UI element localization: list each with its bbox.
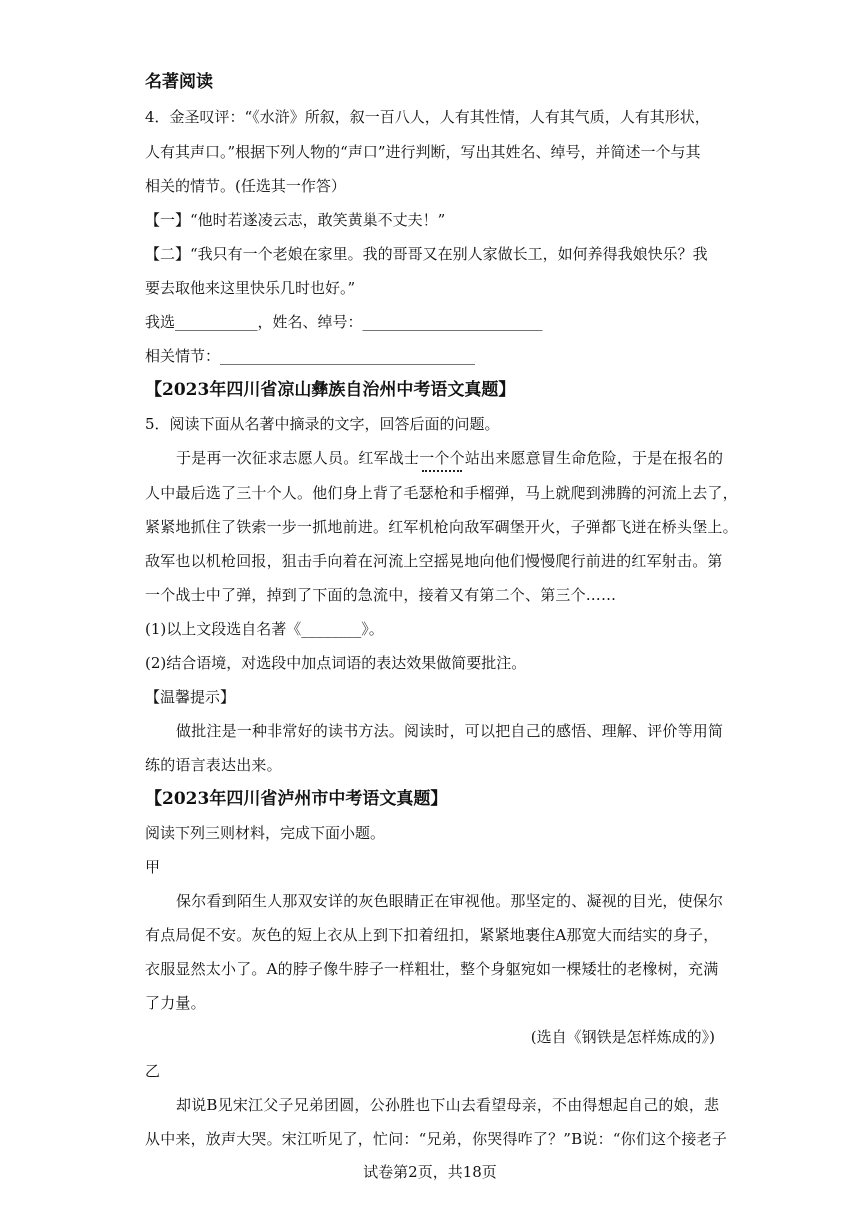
- section-title-classics-reading: 名著阅读: [145, 72, 213, 92]
- passage-line-4: 敌军也以机枪回报，狙击手向着在河流上空摇晃地向他们慢慢爬行前进的红军射击。第: [145, 552, 723, 570]
- section-title-luzhou-2023: 【2023年四川省泸州市中考语文真题】: [145, 789, 448, 809]
- question-4-line-3: 相关的情节。(任选其一作答）: [145, 177, 346, 195]
- material-jia-label: 甲: [145, 858, 161, 876]
- passage-line-5: 一个战士中了弹，掉到了下面的急流中，接着又有第二个、第三个……: [145, 586, 617, 604]
- passage-line-1-part-b: 站出来愿意冒生命危险，于是在报名的: [464, 449, 724, 467]
- question-4-option-2-line-1: 【二】“我只有一个老娘在家里。我的哥哥又在别人家做长工，如何养得我娘快乐？我: [145, 245, 708, 263]
- jia-line-2: 有点局促不安。灰色的短上衣从上到下扣着纽扣，紧紧地裹住A那宽大而结实的身子，: [145, 926, 719, 944]
- yi-line-1: 却说B见宋江父子兄弟团圆，公孙胜也下山去看望母亲，不由得想起自己的娘，悲: [176, 1096, 720, 1114]
- question-5-sub-2: (2)结合语境，对选段中加点词语的表达效果做简要批注。: [145, 654, 527, 672]
- passage-line-1: [176, 448, 724, 468]
- material-yi-label: 乙: [145, 1062, 161, 1080]
- question-5-intro: 5．阅读下面从名著中摘录的文字，回答后面的问题。: [145, 415, 500, 433]
- tip-line-2: 练的语言表达出来。: [145, 756, 282, 774]
- dotted-emphasis-word: 一个个: [419, 449, 465, 467]
- question-4-line-1: 4．金圣叹评：“《水浒》所叙，叙一百八人，人有其性情，人有其气质，人有其形状，: [145, 108, 710, 126]
- tip-line-1: 做批注是一种非常好的读书方法。阅读时，可以把自己的感悟、理解、评价等用简: [176, 722, 724, 740]
- jia-line-4: 了力量。: [145, 994, 206, 1012]
- question-4-answer-line-1: 我选___________，姓名、绰号：________________________: [145, 313, 543, 331]
- page-footer: 试卷第2页，共18页: [363, 1163, 497, 1181]
- question-4-option-1: 【一】“他时若遂凌云志，敢笑黄巢不丈夫！”: [145, 211, 446, 229]
- material-intro: 阅读下列三则材料，完成下面小题。: [145, 824, 386, 842]
- tip-title: 【温馨提示】: [145, 688, 236, 706]
- question-4-option-2-line-2: 要去取他来这里快乐几时也好。”: [145, 279, 356, 297]
- jia-line-3: 衣服显然太小了。A的脖子像牛脖子一样粗壮，整个身躯宛如一棵矮壮的老橡树，充满: [145, 960, 719, 978]
- question-4-line-2: 人有其声口。”根据下列人物的“声口”进行判断，写出其姓名、绰号，并简述一个与其: [145, 143, 701, 161]
- question-5-sub-1: (1)以上文段选自名著《________》。: [145, 620, 384, 638]
- jia-source: (选自《钢铁是怎样炼成的》): [530, 1028, 715, 1046]
- jia-line-1: 保尔看到陌生人那双安详的灰色眼睛正在审视他。那坚定的、凝视的目光，使保尔: [176, 892, 724, 910]
- question-4-answer-line-2: 相关情节：__________________________________: [145, 347, 476, 365]
- passage-line-3: 紧紧地抓住了铁索一步一抓地前进。红军机枪向敌军碉堡开火，子弹都飞迸在桥头堡上。: [145, 518, 738, 536]
- passage-line-2: 人中最后选了三十个人。他们身上背了毛瑟枪和手榴弹，马上就爬到沸腾的河流上去了，: [145, 484, 738, 502]
- section-title-liangshan-2023: 【2023年四川省凉山彝族自治州中考语文真题】: [145, 380, 516, 400]
- passage-line-1-part-a: 于是再一次征求志愿人员。红军战士: [176, 449, 420, 467]
- yi-line-2: 从中来，放声大哭。宋江听见了，忙问：“兄弟，你哭得咋了？”B说：“你们这个接老子: [145, 1130, 728, 1148]
